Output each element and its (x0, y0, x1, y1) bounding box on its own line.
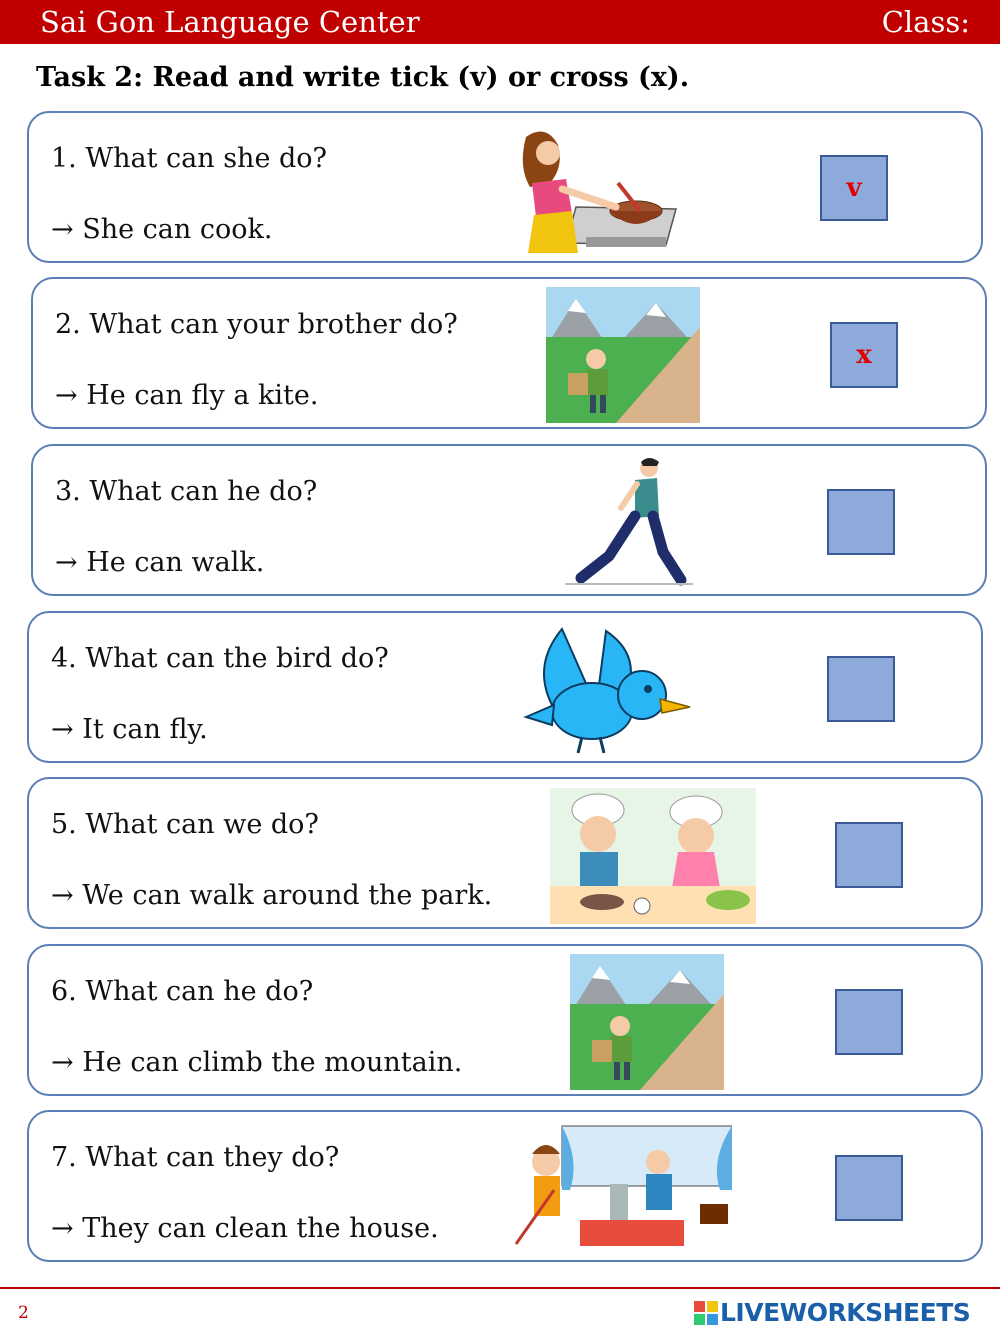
mountain-hiking-picture (570, 954, 724, 1090)
question-text: 7. What can they do? (51, 1142, 340, 1173)
brand-name: LIVEWORKSHEETS (720, 1298, 971, 1327)
question-card-6 (27, 944, 983, 1096)
mountain-hiking-picture (546, 287, 700, 423)
liveworksheets-icon (694, 1301, 718, 1325)
brand-logo[interactable] (694, 1298, 970, 1327)
answer-box-1[interactable]: v (820, 155, 888, 221)
task-title: Task 2: Read and write tick (v) or cross (x). (36, 62, 690, 93)
answer-box-6[interactable] (835, 989, 903, 1055)
question-card-5 (27, 777, 983, 929)
answer-box-2[interactable]: x (830, 322, 898, 388)
question-card-4 (27, 611, 983, 763)
blue-bird-picture (522, 625, 694, 757)
answer-box-4[interactable] (827, 656, 895, 722)
class-label: Class: (881, 5, 970, 39)
question-text: 3. What can he do? (55, 476, 318, 507)
question-text: 2. What can your brother do? (55, 309, 458, 340)
question-card-3 (31, 444, 987, 596)
footer-divider (0, 1287, 1000, 1289)
question-text: 6. What can he do? (51, 976, 314, 1007)
question-text: 4. What can the bird do? (51, 643, 389, 674)
school-name: Sai Gon Language Center (40, 5, 420, 39)
page-number: 2 (18, 1303, 29, 1323)
answer-box-3[interactable] (827, 489, 895, 555)
answer-text: → They can clean the house. (51, 1213, 439, 1244)
page-header (0, 0, 1000, 44)
question-card-2 (31, 277, 987, 429)
question-card-1 (27, 111, 983, 263)
answer-text: → He can climb the mountain. (51, 1047, 463, 1078)
children-cooking-picture (550, 788, 756, 924)
answer-text: → He can walk. (55, 547, 265, 578)
man-walking-picture (565, 456, 693, 588)
question-card-7 (27, 1110, 983, 1262)
question-text: 5. What can we do? (51, 809, 319, 840)
answer-box-5[interactable] (835, 822, 903, 888)
family-cleaning-picture (510, 1120, 732, 1256)
answer-text: → She can cook. (51, 214, 273, 245)
answer-text: → He can fly a kite. (55, 380, 319, 411)
answer-text: → It can fly. (51, 714, 208, 745)
woman-cooking-picture (506, 127, 682, 255)
answer-text: → We can walk around the park. (51, 880, 493, 911)
answer-box-7[interactable] (835, 1155, 903, 1221)
question-text: 1. What can she do? (51, 143, 328, 174)
